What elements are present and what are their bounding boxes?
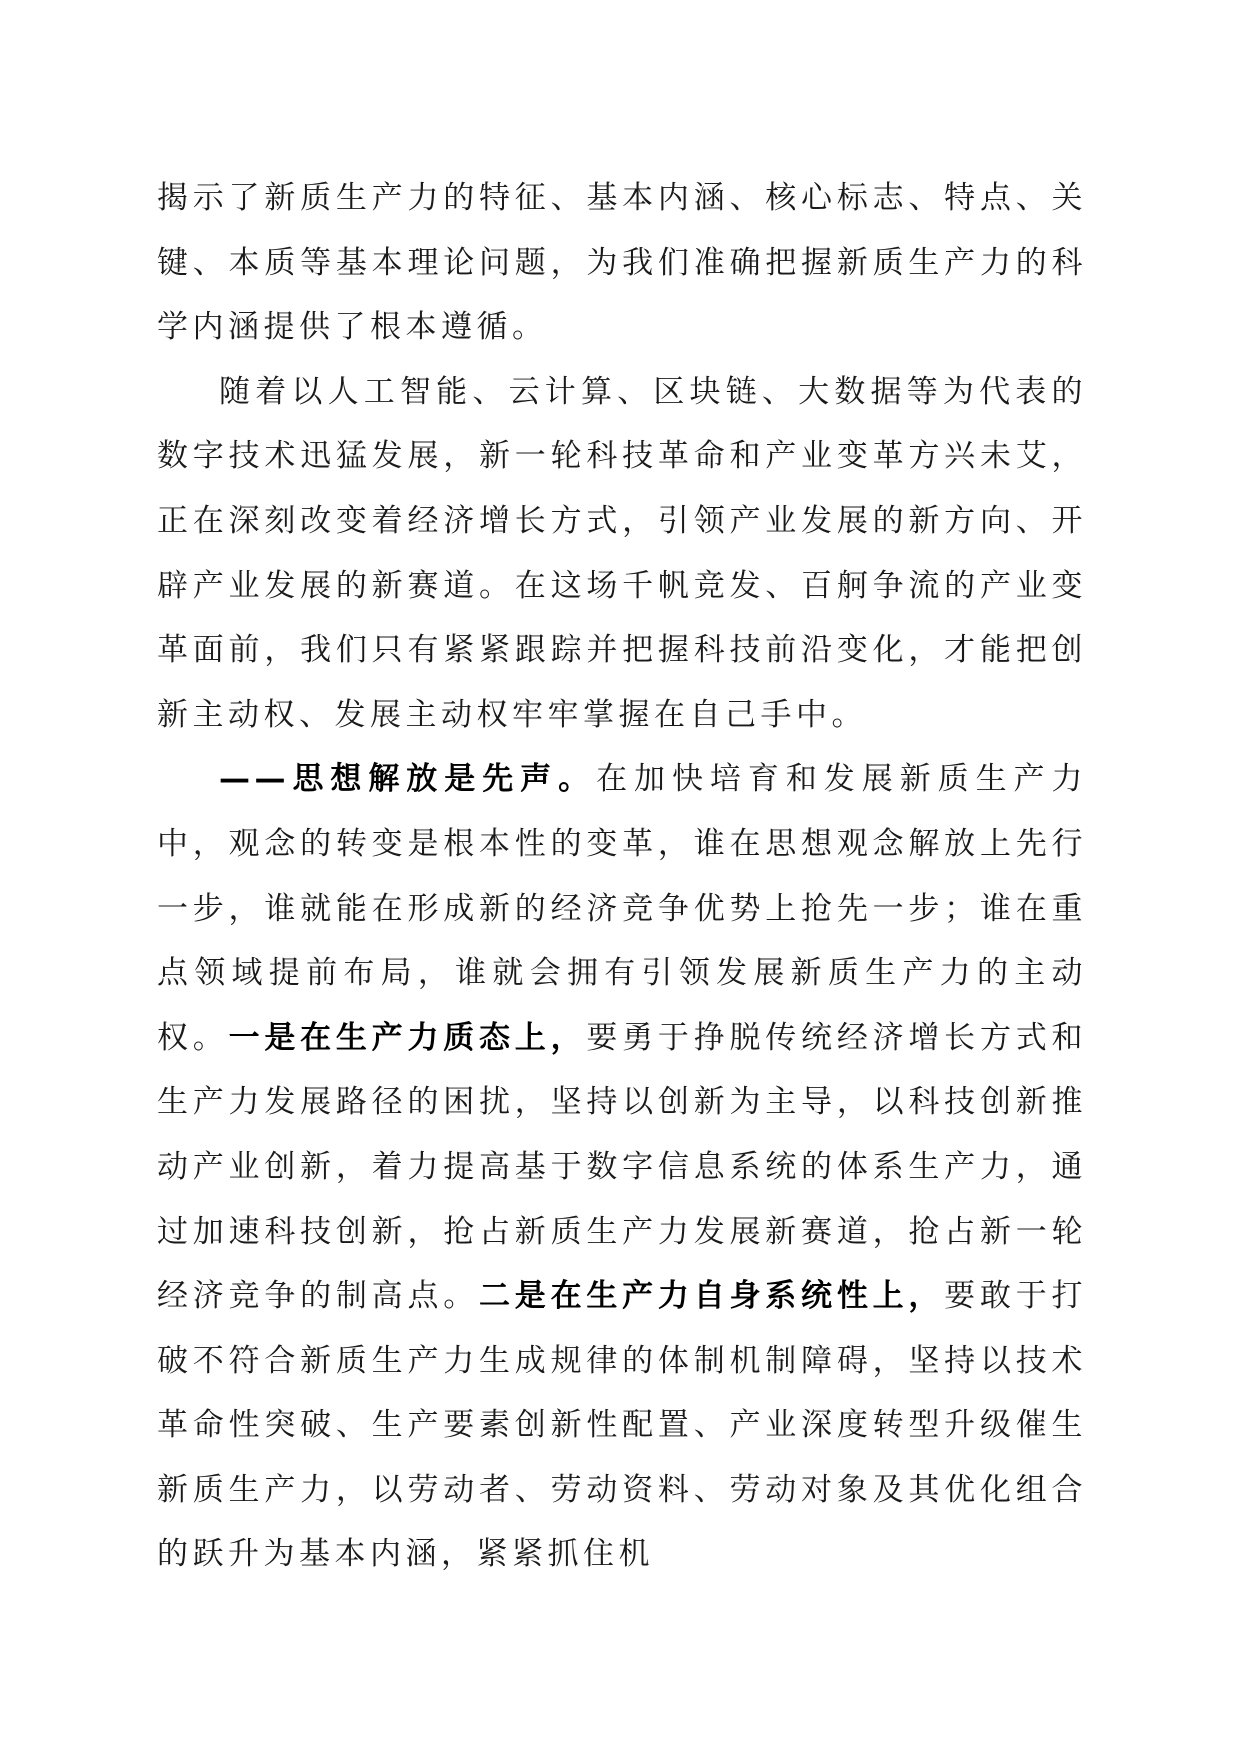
point-two-heading: 二是在生产力自身系统性上， — [479, 1278, 945, 1315]
paragraph-3-text-b: 要勇于挣脱传统经济增长方式和生产力发展路径的困扰，坚持以创新为主导，以科技创新推动产业创新，着力提高基于数字信息系统的体系生产力，通过加速科技创新，抢占新质生产力发展新赛道，抢占新一轮经济竞争的制高点。 — [157, 1019, 1088, 1315]
section-heading-liberation: ——思想解放是先声。 — [219, 761, 597, 798]
paragraph-2-text: 随着以人工智能、云计算、区块链、大数据等为代表的数字技术迅猛发展，新一轮科技革命和产业变革方兴未艾，正在深刻改变着经济增长方式，引领产业发展的新方向、开辟产业发展的新赛道。在这场千帆竞发、百舸争流的产业变革面前，我们只有紧紧跟踪并把握科技前沿变化，才能把创新主动权、发展主动权牢牢掌握在自己手中。 — [157, 373, 1087, 733]
paragraph-3-text-a: 在加快培育和发展新质生产力中，观念的转变是根本性的变革，谁在思想观念解放上先行一步，谁就能在形成新的经济竞争优势上抢先一步；谁在重点领域提前布局，谁就会拥有引领发展新质生产力的主动权。 — [157, 761, 1088, 1056]
paragraph-3 — [157, 747, 1087, 1587]
paragraph-2 — [157, 360, 1087, 748]
paragraph-1 — [157, 166, 1087, 360]
paragraph-3-text-c: 要敢于打破不符合新质生产力生成规律的体制机制障碍，坚持以技术革命性突破、生产要素创新性配置、产业深度转型升级催生新质生产力，以劳动者、劳动资料、劳动对象及其优化组合的跃升为基本内涵，紧紧抓住机 — [157, 1278, 1088, 1573]
paragraph-1-text: 揭示了新质生产力的特征、基本内涵、核心标志、特点、关键、本质等基本理论问题，为我们准确把握新质生产力的科学内涵提供了根本遵循。 — [157, 180, 1087, 346]
point-one-heading: 一是在生产力质态上， — [228, 1019, 587, 1056]
document-body — [157, 166, 1087, 1587]
